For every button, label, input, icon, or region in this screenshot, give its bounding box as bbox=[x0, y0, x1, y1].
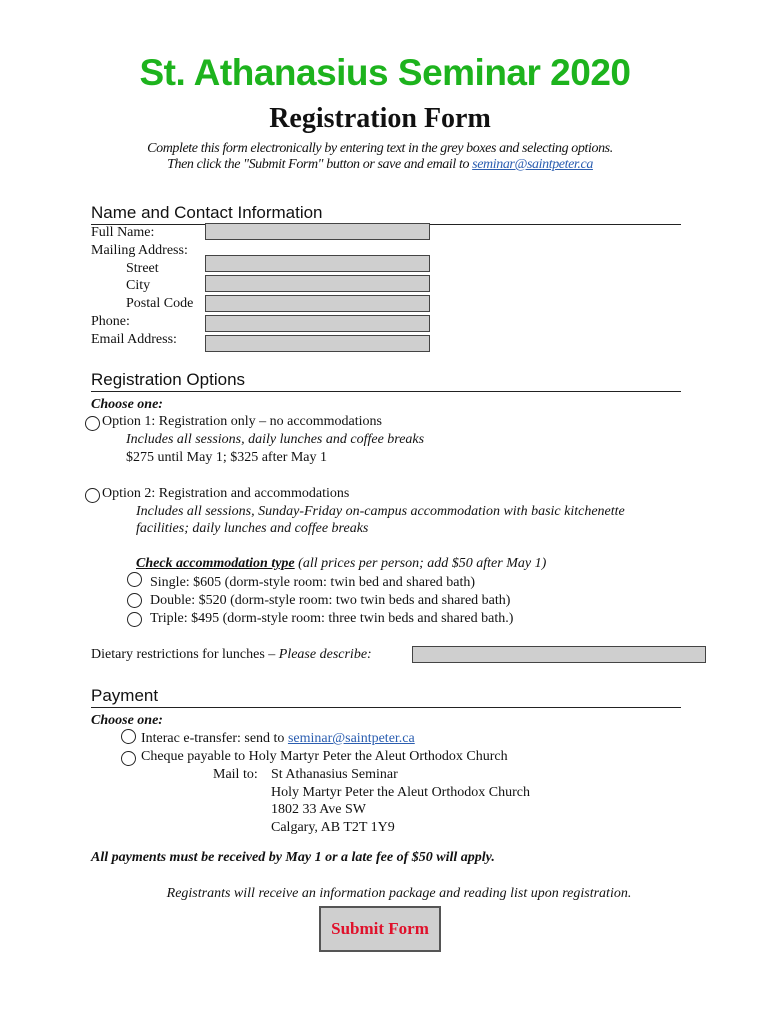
postal-code-label: Postal Code bbox=[126, 296, 194, 311]
postal-code-field[interactable] bbox=[205, 295, 430, 312]
section-registration-heading: Registration Options bbox=[91, 370, 681, 392]
cheque-label: Cheque payable to Holy Martyr Peter the Aleut Orthodox Church bbox=[141, 749, 508, 764]
option2-description-2: facilities; daily lunches and coffee breaks bbox=[136, 521, 369, 536]
address-line-2: Holy Martyr Peter the Aleut Orthodox Church bbox=[271, 785, 530, 800]
payment-choose-one: Choose one: bbox=[91, 713, 163, 728]
full-name-field[interactable] bbox=[205, 223, 430, 240]
option2-radio[interactable] bbox=[85, 488, 100, 503]
street-label: Street bbox=[126, 261, 159, 276]
option1-label: Option 1: Registration only – no accommodations bbox=[102, 414, 382, 429]
dietary-prompt: Please describe: bbox=[278, 647, 372, 662]
interac-radio[interactable] bbox=[121, 729, 136, 744]
double-option-label: Double: $520 (dorm-style room: two twin beds and shared bath) bbox=[150, 593, 511, 608]
full-name-label: Full Name: bbox=[91, 225, 155, 240]
dietary-field[interactable] bbox=[412, 646, 706, 663]
cheque-radio[interactable] bbox=[121, 751, 136, 766]
section-payment-heading: Payment bbox=[91, 686, 681, 708]
double-radio[interactable] bbox=[127, 593, 142, 608]
registration-choose-one: Choose one: bbox=[91, 397, 163, 412]
accommodation-note: (all prices per person; add $50 after May 1) bbox=[294, 556, 547, 571]
option1-price: $275 until May 1; $325 after May 1 bbox=[126, 450, 328, 465]
submit-form-button[interactable]: Submit Form bbox=[319, 906, 441, 952]
city-field[interactable] bbox=[205, 275, 430, 292]
dietary-label-text: Dietary restrictions for lunches – bbox=[91, 647, 279, 662]
email-link[interactable]: seminar@saintpeter.ca bbox=[472, 157, 593, 172]
payment-deadline-note: All payments must be received by May 1 or a late fee of $50 will apply. bbox=[91, 850, 495, 865]
option1-radio[interactable] bbox=[85, 416, 100, 431]
accommodation-type-label: Check accommodation type bbox=[136, 556, 295, 571]
interac-email-link[interactable]: seminar@saintpeter.ca bbox=[287, 731, 415, 746]
page-title: St. Athanasius Seminar 2020 bbox=[139, 52, 631, 93]
email-field[interactable] bbox=[205, 335, 430, 352]
dietary-label bbox=[91, 647, 372, 663]
section-contact-heading: Name and Contact Information bbox=[91, 203, 681, 225]
address-line-3: 1802 33 Ave SW bbox=[271, 802, 367, 817]
interac-option bbox=[141, 731, 415, 747]
triple-option-label: Triple: $495 (dorm-style room: three twin beds and shared bath.) bbox=[150, 611, 514, 626]
street-field[interactable] bbox=[205, 255, 430, 272]
city-label: City bbox=[126, 278, 151, 293]
mailing-address-label: Mailing Address: bbox=[91, 243, 188, 258]
phone-field[interactable] bbox=[205, 315, 430, 332]
instructions-line-1: Complete this form electronically by entering text in the grey boxes and selecting options. bbox=[147, 141, 613, 156]
option1-description: Includes all sessions, daily lunches and coffee breaks bbox=[126, 432, 425, 447]
accommodation-heading bbox=[136, 556, 546, 572]
interac-label: Interac e-transfer: send to bbox=[141, 731, 288, 746]
instructions-prefix: Then click the "Submit Form" button or save and email to bbox=[167, 157, 473, 172]
single-radio[interactable] bbox=[127, 572, 142, 587]
address-line-4: Calgary, AB T2T 1Y9 bbox=[271, 820, 395, 835]
instructions-line-2 bbox=[0, 157, 760, 173]
single-option-label: Single: $605 (dorm-style room: twin bed and shared bath) bbox=[150, 575, 476, 590]
option2-label: Option 2: Registration and accommodations bbox=[102, 486, 350, 501]
form-subtitle: Registration Form bbox=[269, 103, 491, 134]
mail-to-label: Mail to: bbox=[213, 767, 258, 782]
email-label: Email Address: bbox=[91, 332, 177, 347]
triple-radio[interactable] bbox=[127, 612, 142, 627]
option2-description-1: Includes all sessions, Sunday-Friday on-campus accommodation with basic kitchenette bbox=[136, 504, 625, 519]
registrant-info-note: Registrants will receive an information package and reading list upon registration. bbox=[166, 886, 632, 901]
address-line-1: St Athanasius Seminar bbox=[271, 767, 398, 782]
phone-label: Phone: bbox=[91, 314, 130, 329]
